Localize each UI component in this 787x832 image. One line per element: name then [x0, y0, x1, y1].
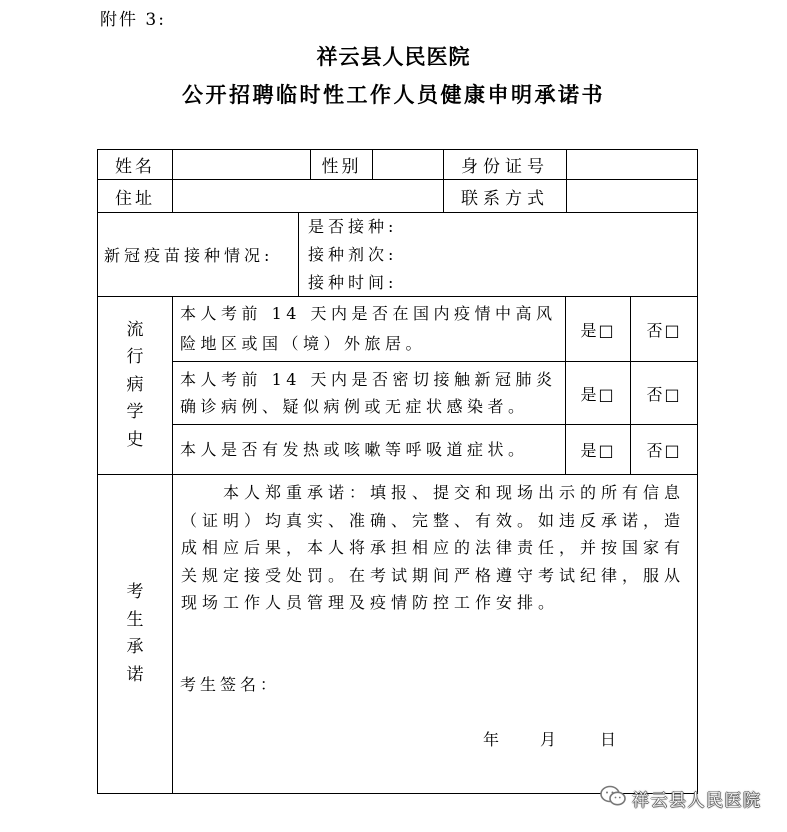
watermark-text: 祥云县人民医院 — [632, 790, 762, 811]
wechat-icon — [600, 785, 626, 811]
vaccine-doses-label: 接种剂次: — [308, 244, 398, 264]
no-checkbox[interactable]: 否□ — [646, 384, 682, 404]
contact-field[interactable] — [566, 179, 698, 213]
address-label: 住址 — [115, 188, 155, 209]
no-checkbox[interactable]: 否□ — [646, 441, 682, 460]
question-no-cell — [630, 296, 698, 362]
gender-label: 性别 — [321, 157, 362, 177]
epidemiological-history-label: 流行病学史 — [126, 319, 144, 450]
page-title: 祥云县人民医院 — [316, 44, 471, 69]
commitment-statement: 本人郑重承诺：填报、提交和现场出示的所有信息（证明）均真实、准确、完整、有效。如违反承诺，造成相应后果，本人将承担相应的法律责任，并按国家有关规定接受处罚。在考试期间严格遵守考试纪律，服从现场工作人员管理及疫情防控工作安排。 — [181, 483, 686, 612]
id-number-label-cell — [443, 149, 567, 180]
commitment-body — [172, 474, 698, 794]
question-row — [172, 361, 566, 425]
date-year-label: 年 — [483, 730, 500, 749]
no-checkbox[interactable]: 否□ — [646, 320, 682, 340]
attachment-label: 附件 3: — [100, 10, 166, 30]
date-day-label: 日 — [600, 730, 617, 749]
yes-checkbox[interactable]: 是□ — [580, 384, 616, 404]
watermark — [600, 785, 762, 811]
question-yes-cell — [565, 296, 631, 362]
vaccination-date-label: 接种时间: — [308, 272, 398, 292]
question-text: 本人考前 14 天内是否密切接触新冠肺炎确诊病例、疑似病例或无症状感染者。 — [180, 370, 557, 416]
yes-checkbox[interactable]: 是□ — [580, 441, 616, 460]
health-declaration-table — [97, 149, 698, 794]
question-text: 本人是否有发热或咳嗽等呼吸道症状。 — [180, 439, 529, 459]
question-yes-cell — [565, 424, 631, 475]
vaccinated-label: 是否接种: — [308, 216, 398, 236]
yes-checkbox[interactable]: 是□ — [580, 320, 616, 340]
vaccination-label-cell — [97, 212, 299, 297]
vaccination-detail-field[interactable] — [298, 212, 698, 297]
question-text: 本人考前 14 天内是否在国内疫情中高风险地区或国（境）外旅居。 — [180, 304, 557, 353]
question-no-cell — [630, 361, 698, 425]
commitment-label-cell — [97, 474, 173, 794]
question-row — [172, 296, 566, 362]
question-no-cell — [630, 424, 698, 475]
question-row — [172, 424, 566, 475]
commitment-label: 考生承诺 — [126, 582, 144, 685]
date-month-label: 月 — [540, 730, 557, 749]
gender-label-cell — [310, 149, 373, 180]
name-label-cell — [97, 149, 173, 180]
id-number-label: 身份证号 — [461, 157, 549, 177]
name-label: 姓名 — [115, 157, 155, 177]
page-subtitle: 公开招聘临时性工作人员健康申明承诺书 — [182, 82, 605, 107]
address-label-cell — [97, 179, 173, 213]
contact-label-cell — [443, 179, 567, 213]
contact-label: 联系方式 — [461, 188, 549, 209]
signature-label: 考生签名： — [180, 675, 281, 694]
name-field[interactable] — [172, 149, 311, 180]
id-number-field[interactable] — [566, 149, 698, 180]
gender-field[interactable] — [372, 149, 444, 180]
address-field[interactable] — [172, 179, 444, 213]
vaccination-label: 新冠疫苗接种情况: — [104, 246, 274, 265]
epidemiological-history-label-cell — [97, 296, 173, 475]
question-yes-cell — [565, 361, 631, 425]
